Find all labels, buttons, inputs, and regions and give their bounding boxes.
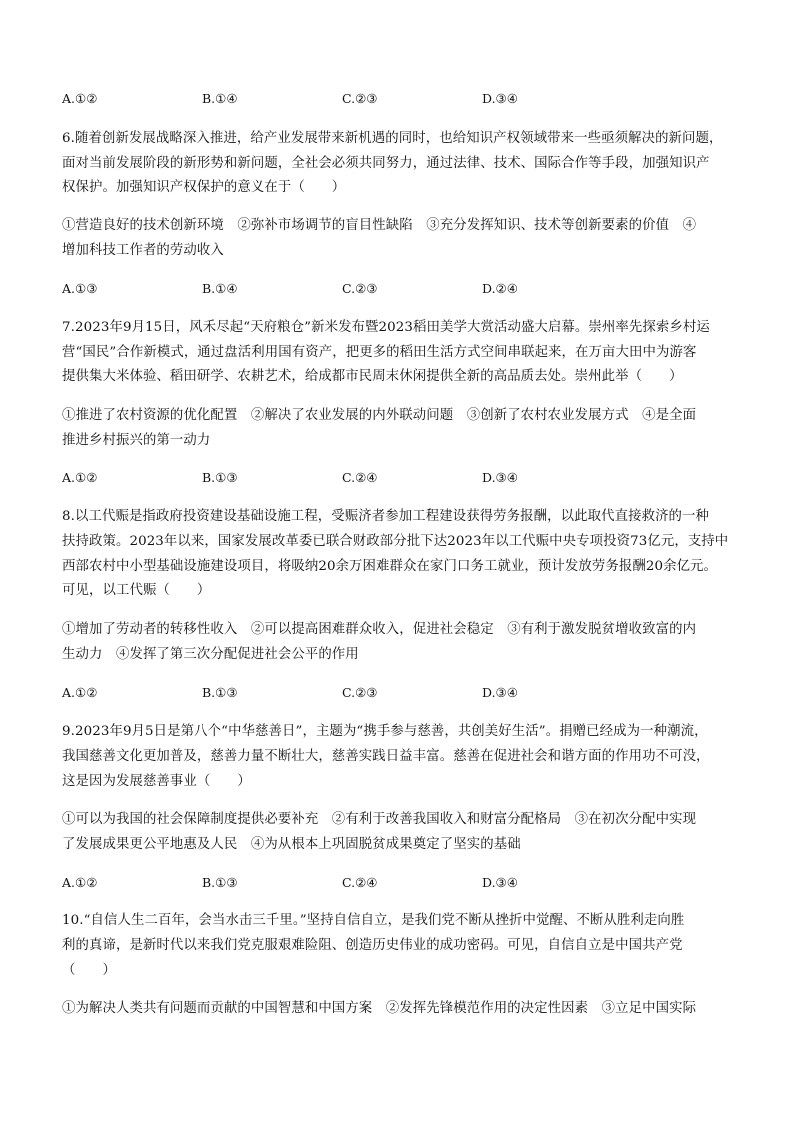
q7-stem-line: 提供集大米体验、稻田研学、农耕艺术，给成都市民周末休闲提供全新的高品质去处。崇州此举（ ） [62,369,683,384]
q8-option-a[interactable]: A.①② [62,685,98,700]
q6-option-b[interactable]: B.①④ [202,281,238,296]
q9-stem-line: 这是因为发展慈善事业（ ） [62,774,251,789]
q9-options [62,873,662,893]
q7-stem-line: 7.2023年9月15日，风禾尽起“天府粮仓”新米发布暨2023稻田美学大赏活动盛大启幕。崇州率先探索乡村运 [62,320,710,335]
q7-option-c[interactable]: C.②④ [342,470,378,485]
q9-option-b[interactable]: B.①③ [202,875,238,890]
q8-stem-line: 西部农村中小型基础设施建设项目，将吸纳20余万困难群众在家门口务工就业，预计发放劳务报酬20余亿元。 [62,559,718,574]
q6-stem-line: 6.随着创新发展战略深入推进，给产业发展带来新机遇的同时，也给知识产权领域带来一些亟须解决的新问题， [62,131,723,146]
q5-option-a[interactable]: A.①② [62,91,98,106]
q6-option-c[interactable]: C.②③ [342,281,378,296]
q6-statement-line: 增加科技工作者的劳动收入 [62,243,224,258]
q5-option-c[interactable]: C.②③ [342,91,378,106]
q10-stem-line: （ ） [62,963,116,978]
q8-stem-line: 8.以工代赈是指政府投资建设基础设施工程，受赈济者参加工程建设获得劳务报酬，以此取代直接救济的一种 [62,509,710,524]
q6-options [62,279,662,299]
q7-statement-line: 推进乡村振兴的第一动力 [62,433,211,448]
q10-statement-line: ①为解决人类共有问题而贡献的中国智慧和中国方案 ②发挥先锋模范作用的决定性因素 ③立足中国实际 [62,1001,697,1016]
q9-option-a[interactable]: A.①② [62,875,98,890]
q5-option-d[interactable]: D.③④ [482,91,518,106]
q8-option-d[interactable]: D.③④ [482,685,518,700]
q7-stem-line: 营“国民”合作新模式，通过盘活利用国有资产，把更多的稻田生活方式空间串联起来，在万亩大田中为游客 [62,345,697,360]
q8-option-b[interactable]: B.①③ [202,685,238,700]
q5-option-b[interactable]: B.①④ [202,91,238,106]
q9-option-c[interactable]: C.②④ [342,875,378,890]
q6-option-a[interactable]: A.①③ [62,281,98,296]
q9-stem-line: 我国慈善文化更加普及，慈善力量不断壮大，慈善实践日益丰富。慈善在促进社会和谐方面的作用功不可没， [62,749,710,764]
q10-stem-line: 利的真谛，是新时代以来我们党克服艰难险阻、创造历史伟业的成功密码。可见，自信自立是中国共产党 [62,938,683,953]
q8-stem-line: 可见，以工代赈（ ） [62,583,211,598]
q8-stem-line: 扶持政策。2023年以来，国家发展改革委已联合财政部分批下达2023年以工代赈中央专项投资73亿元，支持中 [62,534,729,549]
q7-option-a[interactable]: A.①② [62,470,98,485]
q6-stem-line: 权保护。加强知识产权保护的意义在于（ ） [62,180,346,195]
q7-options [62,468,662,488]
q8-option-c[interactable]: C.②③ [342,685,378,700]
q7-option-b[interactable]: B.①③ [202,470,238,485]
q6-statement-line: ①营造良好的技术创新环境 ②弥补市场调节的盲目性缺陷 ③充分发挥知识、技术等创新要素的价值 ④ [62,218,697,233]
q9-option-d[interactable]: D.③④ [482,875,518,890]
q6-option-d[interactable]: D.②④ [482,281,518,296]
q10-stem-line: 10.“自信人生二百年，会当水击三千里。”坚持自信自立，是我们党不断从挫折中觉醒、不断从胜利走向胜 [62,913,685,928]
q8-statement-line: ①增加了劳动者的转移性收入 ②可以提高困难群众收入，促进社会稳定 ③有利于激发脱贫增收致富的内 [62,622,697,637]
q8-statement-line: 生动力 ④发挥了第三次分配促进社会公平的作用 [62,647,359,662]
q6-stem-line: 面对当前发展阶段的新形势和新问题，全社会必须共同努力，通过法律、技术、国际合作等手段，加强知识产 [62,156,710,171]
q9-statement-line: ①可以为我国的社会保障制度提供必要补充 ②有利于改善我国收入和财富分配格局 ③在初次分配中实现 [62,812,697,827]
q5-options [62,89,662,109]
q9-stem-line: 9.2023年9月5日是第八个“中华慈善日”，主题为“携手参与慈善，共创美好生活”。捐赠已经成为一种潮流， [62,724,708,739]
q8-options [62,683,662,703]
q7-option-d[interactable]: D.③④ [482,470,518,485]
q9-statement-line: 了发展成果更公平地惠及人民 ④为从根本上巩固脱贫成果奠定了坚实的基础 [62,837,521,852]
q7-statement-line: ①推进了农村资源的优化配置 ②解决了农业发展的内外联动问题 ③创新了农村农业发展方式 ④是全面 [62,408,697,423]
